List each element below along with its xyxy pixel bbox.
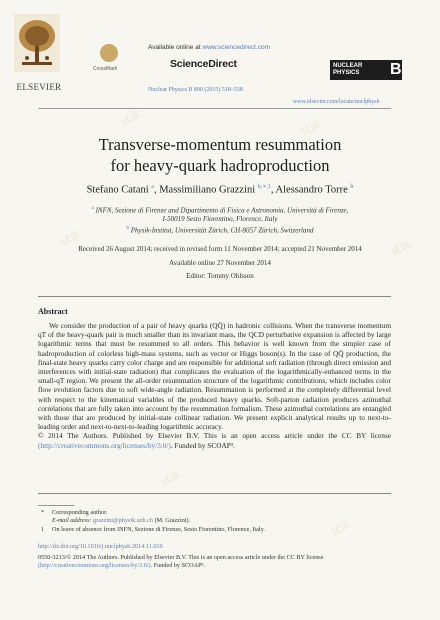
footnote-mark: * [41, 510, 44, 516]
journal-logo-letter: B [390, 61, 402, 78]
affiliation-a [0, 204, 440, 224]
footnote-divider [38, 505, 74, 506]
editor-line: Editor: Tommy Ohlsson [186, 272, 254, 280]
email-label: E-mail address: [52, 517, 92, 524]
affiliation-b [0, 224, 440, 235]
abstract-bottom-divider [38, 493, 391, 494]
watermark: 试读 [329, 519, 353, 539]
article-history: Received 26 August 2014; received in revised form 11 November 2014; accepted 21 November 2014 [78, 245, 362, 253]
author-affiliation-mark[interactable]: a [151, 184, 154, 190]
footnote-email [52, 517, 190, 525]
issn-text: 0550-3213/© 2014 The Authors. Published by Elsevier B.V. This is an open access article under the CC BY license [38, 554, 324, 561]
watermark: 试读 [119, 109, 143, 129]
license-link[interactable]: (http://creativecommons.org/licenses/by/3.0/) [38, 440, 171, 450]
sciencedirect-link[interactable]: www.sciencedirect.com [202, 44, 271, 51]
watermark: 试读 [59, 229, 83, 249]
license-link[interactable]: (http://creativecommons.org/licenses/by/3.0/) [38, 562, 151, 570]
article-title [0, 134, 440, 176]
email-link[interactable]: grazzini@physik.uzh.ch [93, 517, 154, 524]
online-date: Available online 27 November 2014 [169, 259, 271, 267]
author-list: Stefano Catani $^a$, Massimiliano Grazzini $^{b,∗,1}$, Alessandro Torre $^b$ $^a$ INFN, Sezione di Firenze and Dipartimento di Fisica e Astronomia, Università di Firenze, I-50019 Sesto Fiorentino, Florence, Italy $^b$ Physik-Institut, Universität Zürich, CH-8057 Zürich, Switzerland [0, 183, 440, 235]
header-divider [38, 108, 391, 109]
abstract-heading: Abstract [38, 307, 68, 316]
issn-copyright [38, 554, 398, 570]
author-name[interactable]: Massimiliano Grazzini [159, 184, 256, 196]
journal-citation[interactable]: Nuclear Physics B 890 (2015) 518–538 [148, 87, 243, 93]
journal-logo-line1: NUCLEAR [333, 63, 363, 69]
title-line-2: for heavy-quark hadroproduction [110, 156, 330, 175]
affiliation-text: I-50019 Sesto Fiorentino, Florence, Italy [162, 214, 278, 223]
elsevier-tree-logo [14, 14, 60, 72]
author-affiliation-mark[interactable]: b [350, 184, 354, 190]
affiliation-mark: a [91, 205, 94, 211]
availability-line [148, 44, 270, 51]
affiliation-text: INFN, Sezione di Firenze and Dipartimento di Fisica e Astronomia, Università di Firenze, [95, 205, 349, 214]
author-name[interactable]: Stefano Catani [86, 184, 149, 196]
copyright-text: © 2014 The Authors. Published by Elsevier B.V. This is an open access article under the CC BY license [38, 431, 391, 441]
affiliation-mark: b [126, 225, 129, 231]
author-name[interactable]: Alessandro Torre [275, 184, 348, 196]
abstract-paragraph: We consider the production of a pair of heavy quarks (QQ̄) in hadronic collisions. When the transverse momentum qT of the heavy-quark pair is much smaller than its invariant mass, the QCD perturbative expansion is affected by large logarithmic terms that must be resummed to all orders. This behavior is well known from the simpler case of hadroproduction of colorless high-mass systems, such as vector or Higgs boson(s). In the case of QQ̄ production, the final-state heavy quarks carry color charge and are responsible for additional soft radiation (through direct emission and interferences with initial-state radiation) that complicates the evaluation of the logarithmically-enhanced terms in the small-qT region. We present the all-order resummation structure of the logarithmic contributions, which includes color flow evolution factors due to soft wide-angle radiation. Resummation is performed at the completely differential level with respect to the kinematical variables of the produced heavy quarks. Soft-parton radiation produces azimuthal correlations that are fully taken into account by the resummation formalism. These azimuthal correlations are entangled with those that are produced by initial-state collinear radiation. We present explicit analytical results up to next-to-leading order and next-to-next-to-leading logarithmic accuracy. [38, 321, 391, 432]
affiliation-text: Physik-Institut, Universität Zürich, CH-8057 Zürich, Switzerland [130, 226, 314, 235]
abstract-copyright [38, 431, 391, 449]
journal-logo-line2: PHYSICS [333, 69, 360, 76]
author-affiliation-mark[interactable]: b,∗,1 [257, 184, 271, 190]
title-line-1: Transverse-momentum resummation [98, 135, 342, 154]
footnote-corresponding [41, 509, 108, 517]
crossmark-label: CrossMark [93, 66, 118, 72]
publisher-name: ELSEVIER [16, 82, 62, 92]
sciencedirect-logo: ScienceDirect [170, 58, 237, 70]
crossmark-icon[interactable] [100, 44, 118, 62]
doi-link[interactable]: http://dx.doi.org/10.1016/j.nuclphysb.2014.11.019 [38, 543, 163, 550]
footnote-text: On leave of absence from INFN, Sezione di Firenze, Sesto Fiorentino, Florence, Italy. [52, 526, 265, 533]
journal-homepage-link[interactable]: www.elsevier.com/locate/nuclphysb [293, 99, 380, 105]
abstract-top-divider [38, 296, 391, 297]
abstract-body [38, 321, 391, 450]
watermark: 试读 [159, 469, 183, 489]
email-suffix: (M. Grazzini). [154, 517, 191, 524]
footnote-leave [41, 526, 265, 534]
watermark: 试读 [389, 239, 413, 259]
watermark: 试读 [299, 119, 323, 139]
funding-text: . Funded by SCOAP³. [150, 562, 205, 570]
footnote-text: Corresponding author. [52, 509, 108, 516]
journal-logo-text [333, 63, 362, 76]
footnote-mark: 1 [41, 527, 44, 533]
funding-text: . Funded by SCOAP³. [170, 440, 235, 450]
availability-prefix: Available online at [148, 44, 201, 51]
